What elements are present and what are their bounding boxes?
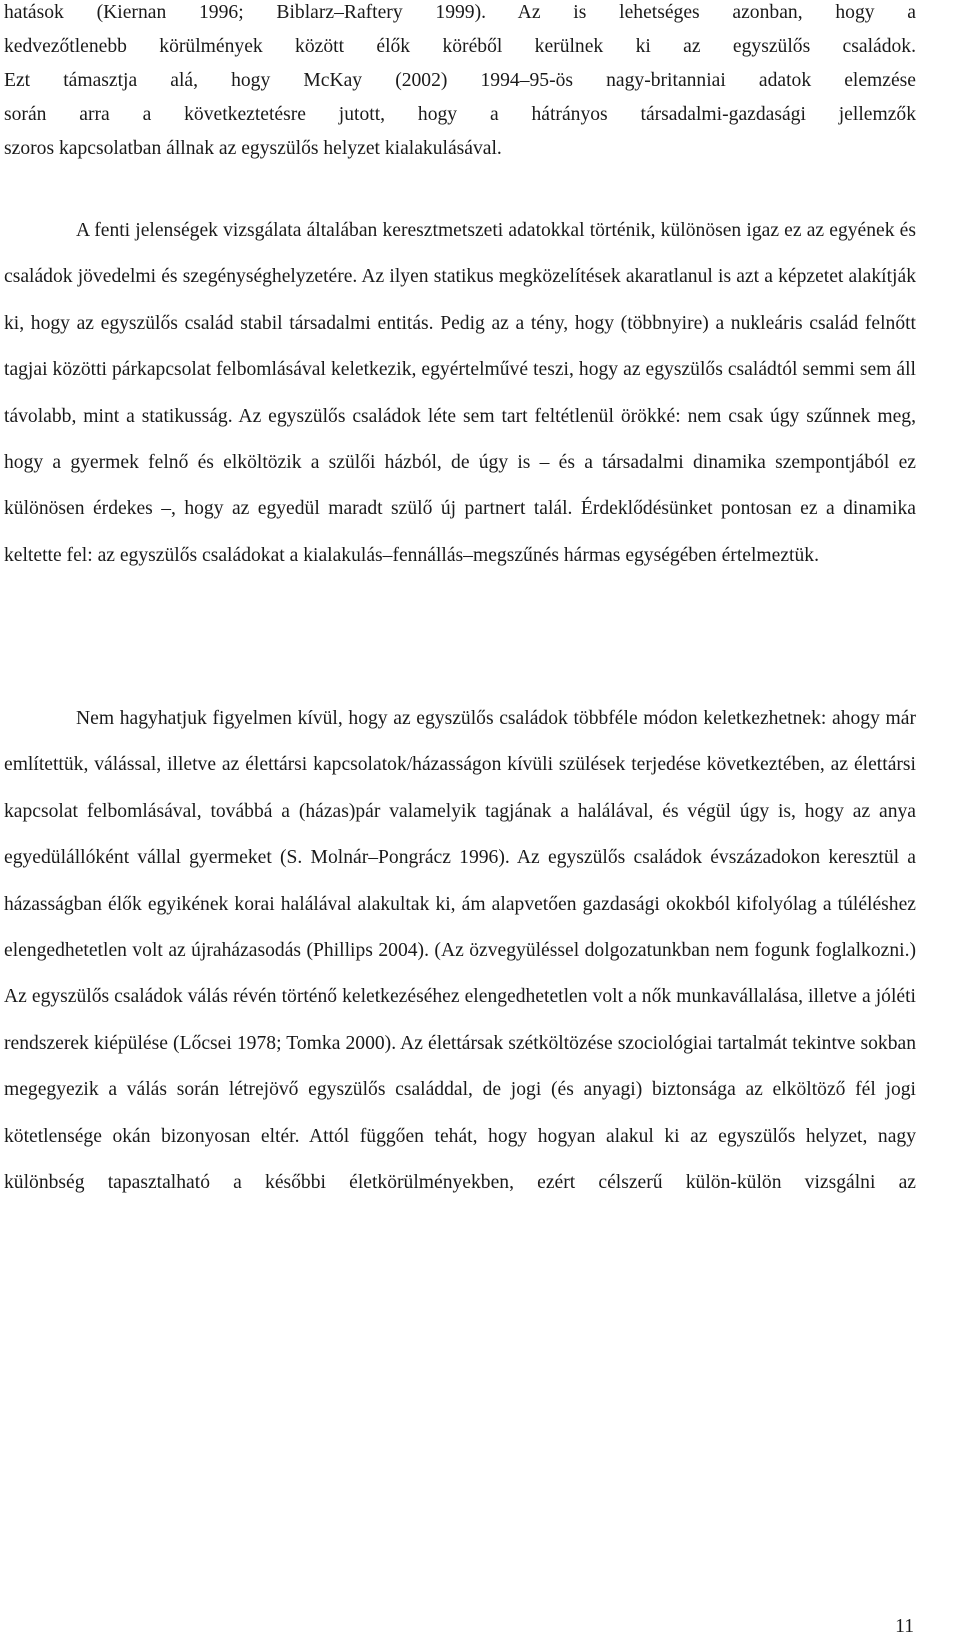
text-line: Ezt támasztja alá, hogy McKay (2002) 1994–95-ös nagy-britanniai adatok elemzése xyxy=(4,70,916,91)
text-line: hatások (Kiernan 1996; Biblarz–Raftery 1999). Az is lehetséges azonban, hogy a xyxy=(4,2,916,23)
text-line: szoros kapcsolatban állnak az egyszülős helyzet kialakulásával. xyxy=(4,138,502,159)
paragraph-dynamics xyxy=(4,208,916,579)
paragraph-formation xyxy=(4,696,916,1206)
page-number: 11 xyxy=(895,1616,914,1637)
paragraph: A fenti jelenségek vizsgálata általában keresztmetszeti adatokkal történik, különösen igaz ez az egyének és családok jövedelmi és szegénységhelyzetére. Az ilyen statikus megközelítések akaratlanul is azt a képzetet alakítják ki, hogy az egyszülős család stabil társadalmi entitás. Pedig az a tény, hogy (többnyire) a nukleáris család felnőtt tagjai közötti párkapcsolat felbomlásával keletkezik, egyértelművé teszi, hogy az egyszülős családtól semmi sem áll távolabb, mint a statikusság. Az egyszülős családok léte sem tart feltétlenül örökké: nem csak úgy szűnnek meg, hogy a gyermek felnő és elköltözik a szülői házból, de úgy is – és a társadalmi dinamika szempontjából ez különösen érdekes –, hogy az egyedül maradt szülő új partnert talál. Érdeklődésünket pontosan ez a dinamika keltette fel: az egyszülős családokat a kialakulás–fennállás–megszűnés hármas egységében értelmeztük. xyxy=(4,220,916,566)
text-line: kedvezőtlenebb körülmények között élők köréből kerülnek ki az egyszülős családok. xyxy=(4,36,916,57)
text-line: során arra a következtetésre jutott, hogy a hátrányos társadalmi-gazdasági jellemzők xyxy=(4,104,916,125)
opening-text xyxy=(4,0,916,166)
paragraph: Nem hagyhatjuk figyelmen kívül, hogy az egyszülős családok többféle módon keletkezhetnek: ahogy már említettük, válással, illetve az élettársi kapcsolatok/házasságon kívüli szülések terjedése következtében, az élettársi kapcsolat felbomlásával, továbbá a (házas)pár valamelyik tagjának a halálával, és végül úgy is, hogy az anya egyedülállóként vállal gyermeket (S. Molnár–Pongrácz 1996). Az egyszülős családok évszázadokon keresztül a házasságban élők egyikének korai halálával alakultak ki, ám alapvetően gazdasági okokból kifolyólag a túléléshez elengedhetetlen volt az újraházasodás (Phillips 2004). (Az özvegyüléssel dolgozatunkban nem fogunk foglalkozni.) Az egyszülős családok válás révén történő keletkezéséhez elengedhetetlen volt a nők munkavállalása, illetve a jóléti rendszerek kiépülése (Lőcsei 1978; Tomka 2000). Az élettársak szétköltözése szociológiai tartalmát tekintve sokban megegyezik a válás során létrejövő egyszülős családdal, de jogi (és anyagi) biztonsága az elköltöző fél jogi kötetlensége okán bizonyosan eltér. Attól függően tehát, hogy hogyan alakul ki az egyszülős helyzet, nagy különbség tapasztalható a későbbi életkörülményekben, ezért célszerű külön-külön vizsgálni az xyxy=(4,708,916,1194)
